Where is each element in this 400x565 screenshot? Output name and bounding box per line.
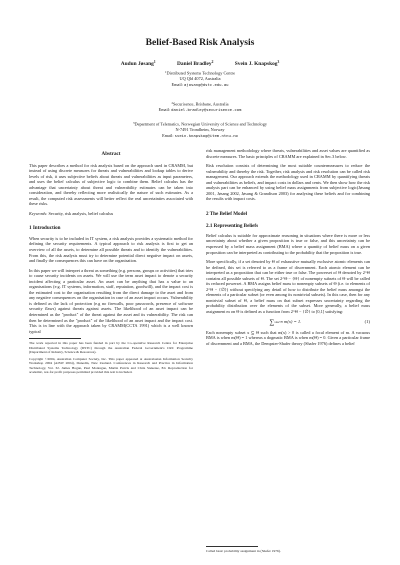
equation-subscript: x∈2^Θ <box>274 319 283 324</box>
right-footnote-divider <box>206 546 258 547</box>
footnote-divider <box>29 338 81 339</box>
intro-paragraph-2: In this paper we will interpret a threat as something (e.g. persons, groups or activities) that tries to cause security incidents on assets. We will use the term asset impact to denote a security incident affecting a particular asset. An asset can be anything that has a value to an organisations (e.g. IT systems, information, staff, reputation, goodwill), and the impact cost is the estimated cost to the organisation resulting from the direct damage to the asset and from any negative consequences on the organisation in case of an asset impact occurs. Vulnerability is defined as the lack of protection (e.g no firewalls, poor passwords, presence of software security flaws) against threats against assets. The likelihood of an asset impact can be determined as the "product" of the threat against the asset and its vulnerability. The risk can then be determined as the "product" of the likelihood of an asset impact and the impact cost. This is in line with the approach taken by CRAMM(CCTA 1991) which is a well known typical <box>29 267 193 334</box>
affiliation-2-email[interactable]: Email: daniel.bradley@securisence.com <box>158 107 242 113</box>
paper-title: Belief-Based Risk Analysis <box>145 37 255 48</box>
section-heading-introduction: 1 Introduction <box>29 225 61 232</box>
subsection-heading-representing-beliefs: 2.1 Representing Beliefs <box>206 223 259 230</box>
footnote-copyright: Copyright ©2004, Australian Computer Society, Inc. This paper appeared at Australasian Information Security Workshop 2004 (AISW 2004), Dunedin, New Zealand. Conferences in Research and Practice in Information Technology, Vol. 32. James Hogan, Paul Montague, Martin Purvis and Chris Steketee, Ed. Reproduction for academic, not-for profit purposes permitted provided this text is included. <box>29 356 193 375</box>
abstract-heading: Abstract <box>101 151 121 157</box>
abstract-text: This paper describes a method for risk analysis based on the approach used in CRAMM, but instead of using discrete measures for threats and vulnerabilities and lookup tables to derive levels of risk, it uses subjective beliefs about threats and vulnerabilities as input parameters, and uses the belief calculus of subjective logic to combine them. Belief calculus has the advantage that uncertainty about threat and vulnerability estimates can be taken into consideration, and thereby reflecting more realistically the nature of such estimates. As a result, the computed risk assessments will better reflect the real uncertainties associated with these risks. <box>29 162 193 207</box>
affiliation-1-email[interactable]: Email: ajosang@dstc.edu.au <box>171 81 229 87</box>
author-list <box>0 59 400 68</box>
intro-continued: risk management methodology where threats, vulnerabilities and asset values are quantified as discrete measures. The basic principles of CRAMM are explained in Sec.3 below. <box>206 148 370 159</box>
model-paragraph-2: More specifically, if a set denoted by Θ of exhaustive mutually exclusive atomic elements can be defined, this set is referred to as a frame of discernment. Each atomic element can be interpreted as a proposition that can be either true or false. The powerset of Θ denoted by 2^Θ contains all possible subsets of Θ. The set 2^Θ − {Θ} of nonempty subsets of Θ will be called its reduced powerset. A BMA assigns belief mass to nonempty subsets of Θ (i.e. to elements of 2^Θ − {∅}) without specifying any detail of how to distribute the belief mass amongst the elements of a particular subset (or even among its nontrivial subsets). In this case, then for any nontrivial subset of Θ, a belief mass on that subset expresses uncertainty regarding the probability distribution over the elements of the subset. More generally, a belief mass assignment m on Θ is defined as a function from 2^Θ − {∅} to [0,1] satisfying: <box>206 259 370 315</box>
model-paragraph-1: Belief calculus is suitable for approximate reasoning in situations where there is more or less uncertainty about whether a given proposition is true or false, and this uncertainty can be expressed by a belief mass assignment (BMA) where a quantity of belief mass on a given proposition can be interpreted as contributing to the probability that the proposition is true. <box>206 232 370 255</box>
affiliation-3-email[interactable]: Email: svein.knapskog@item.ntnu.no <box>162 132 238 138</box>
intro-paragraph-3: Risk resolution consists of determining the most suitable countermeasures to reduce the vulnerability and thereby the risk. Together, risk analysis and risk resolution can be called risk management. Our approach extends the methodology used in CRAMM by quantifying threats and vulnerabilities as beliefs, and impact costs in dollars and cents. We then show how the risk analysis part can be enhanced by using belief mass assignments from subjective logic(Jøsang 2001, Jøsang 2002, Jøsang & Grandison 2003) for analysing these beliefs and for combining the results with impact costs. <box>206 163 370 202</box>
equation-number: (1) <box>364 318 370 324</box>
model-paragraph-3: Each nonempty subset x ⊆ Θ such that m(x) > 0 is called a focal element of m. A vacuous BMA is when m(Θ) = 1 whereas a dogmatic BMA is when m(Θ) = 0. Given a particular frame of discernment and a BMA, the Dempster-Shafer theory (Shafer 1976) defines a belief <box>206 329 370 346</box>
summation-symbol: ∑ <box>269 317 275 326</box>
author-2: Daniel Bradley$^2$ <box>177 60 214 67</box>
footnote-funding: The work reported in this paper has been funded in part by the Co-operative Research Centre for Enterprise Distributed Systems Technology (DSTC) through the Australian Federal Government's CRC Programme (Department of Industry, Science & Resources). <box>29 341 193 355</box>
affiliation-1: $^1$Distributed Systems Technology Centre UQ Qld 4072, Australia Email: ajosang@dstc.edu.au <box>0 70 400 88</box>
right-column <box>206 148 370 350</box>
equation-1 <box>206 319 370 325</box>
intro-paragraph-1: When security is to be included in IT system, a risk analysis provides a systematic method for defining the security requirements. A typical approach to risk analysis is first to get an overview of all the assets, to determine all possible threats and to identify the vulnerabilities. From this, the risk analysis must try to determine potential direct negative impact on assets, and finally the consequences this can have on the organisation. <box>29 235 193 264</box>
author-1: Audun Jøsang$^1$ <box>120 60 156 67</box>
affiliation-3: $^3$Department of Telematics, Norwegian University of Science and Technology N-7491 Trondheim, Norway Email: svein.knapskog@item.ntnu.no <box>0 121 400 139</box>
footnote-bma: Called basic probability assignment in (Shafer 1976). <box>206 549 281 553</box>
affiliation-2: $^2$Securisence, Brisbane, Australia Email: daniel.bradley@securisence.com <box>0 101 400 113</box>
section-heading-belief-model: 2 The Belief Model <box>206 210 248 217</box>
left-column <box>29 151 193 377</box>
keywords: Keywords: Security, risk analysis, belief calculus <box>29 210 114 216</box>
author-3: Svein J. Knapskog$^3$ <box>234 60 280 67</box>
equation-body: m(x) = 1. <box>284 318 302 324</box>
